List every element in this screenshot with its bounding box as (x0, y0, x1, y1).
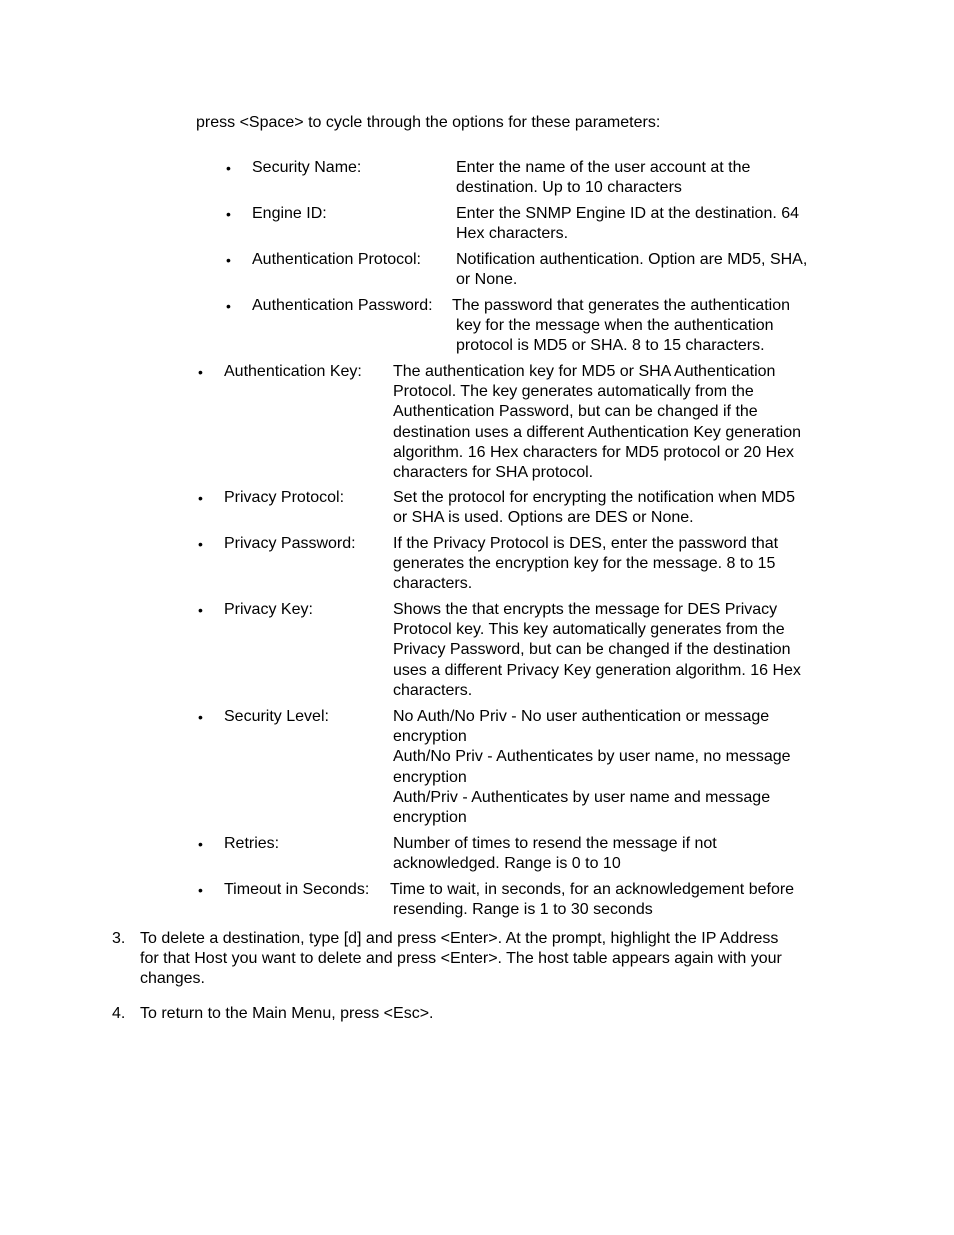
item-description: Set the protocol for encrypting the notification when MD5 or SHA is used. Options are DES or None. (393, 489, 795, 527)
item-description: No Auth/No Priv - No user authentication or message encryption Auth/No Priv - Authenticates by user name, no message encryption Auth/Priv - Authenticates by user name and message encryption (393, 708, 791, 827)
bullet-icon: • (198, 709, 203, 725)
bullet-icon: • (198, 602, 203, 618)
item-label: Authentication Password: (252, 297, 433, 314)
bullet-icon: • (198, 364, 203, 380)
item-description: The authentication key for MD5 or SHA Authentication Protocol. The key generates automatically from the Authentication Password, but can be changed if the destination uses a different Authentication Key generation algorithm. 16 Hex characters for MD5 protocol or 20 Hex characters for SHA protocol. (393, 363, 801, 482)
bullet-icon: • (226, 252, 231, 268)
item-label: Privacy Key: (224, 601, 313, 618)
bullet-icon: • (226, 160, 231, 176)
step-number: 4. (112, 1005, 126, 1022)
item-label: Engine ID: (252, 205, 327, 222)
step-number: 3. (112, 930, 126, 947)
item-label: Authentication Protocol: (252, 251, 421, 268)
item-description: Enter the name of the user account at the destination. Up to 10 characters (456, 159, 751, 197)
item-label: Security Name: (252, 159, 362, 176)
item-description: Enter the SNMP Engine ID at the destination. 64 Hex characters. (456, 205, 800, 243)
step-text: To return to the Main Menu, press <Esc>. (140, 1005, 434, 1022)
item-description: The password that generates the authentication key for the message when the authentication protocol is MD5 or SHA. 8 to 15 characters. (452, 297, 790, 355)
bullet-icon: • (198, 882, 203, 898)
bullet-icon: • (198, 836, 203, 852)
item-label: Privacy Protocol: (224, 489, 345, 506)
bullet-icon: • (198, 490, 203, 506)
item-description: Shows the that encrypts the message for DES Privacy Protocol key. This key automatically generates from the Privacy Password, but can be changed if the destination uses a different Privacy Key generation algorithm. 16 Hex characters. (393, 601, 801, 699)
item-label: Privacy Password: (224, 535, 356, 552)
item-description: Number of times to resend the message if not acknowledged. Range is 0 to 10 (393, 835, 717, 873)
bullet-icon: • (226, 206, 231, 222)
bullet-icon: • (198, 536, 203, 552)
item-description: Notification authentication. Option are MD5, SHA, or None. (456, 251, 808, 289)
item-description: Time to wait, in seconds, for an acknowledgement before resending. Range is 1 to 30 seconds (390, 881, 795, 919)
item-description: If the Privacy Protocol is DES, enter the password that generates the encryption key for the message. 8 to 15 characters. (393, 535, 779, 593)
intro-text: press <Space> to cycle through the options for these parameters: (196, 114, 661, 131)
step-text: To delete a destination, type [d] and press <Enter>. At the prompt, highlight the IP Address for that Host you want to delete and press <Enter>. The host table appears again with your changes. (140, 930, 782, 988)
item-label: Timeout in Seconds: (224, 881, 370, 898)
item-label: Authentication Key: (224, 363, 362, 380)
item-label: Retries: (224, 835, 280, 852)
item-label: Security Level: (224, 708, 329, 725)
bullet-icon: • (226, 298, 231, 314)
